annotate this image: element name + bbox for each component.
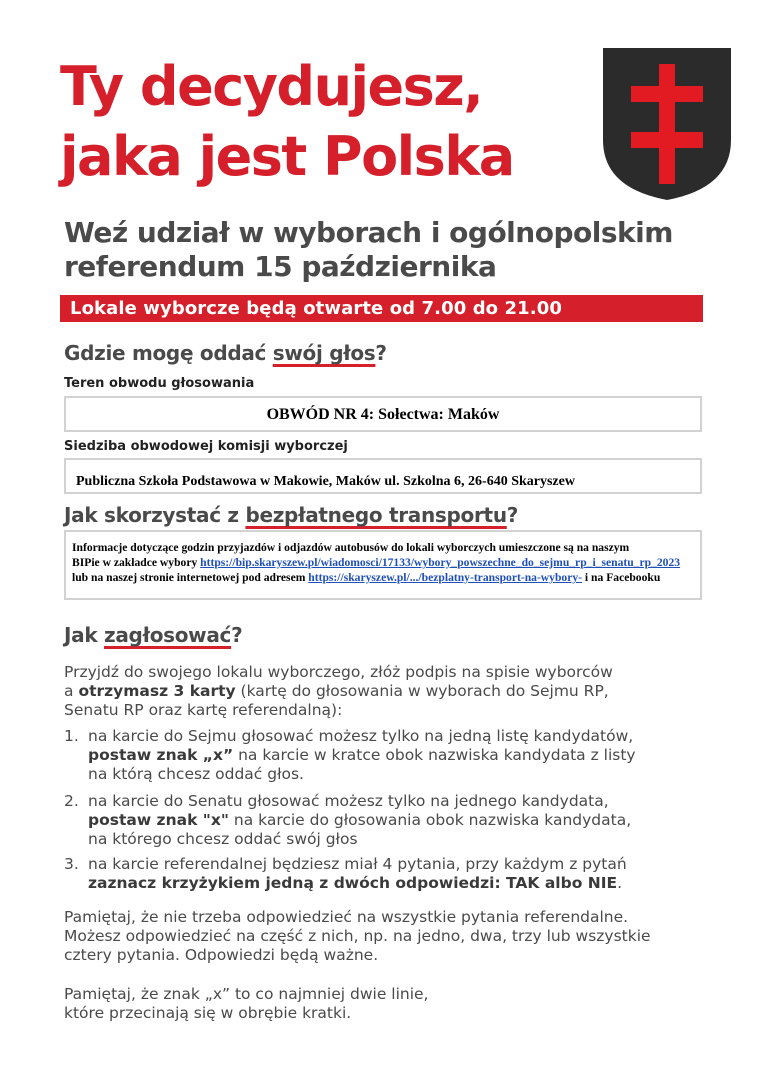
section-title-prefix: Gdzie mogę oddać	[64, 341, 273, 365]
referendum-note-line2: Możesz odpowiedzieć na część z nich, np. na jedno, dwa, trzy lub wszystkie	[64, 927, 651, 945]
list-item-line1: na karcie referendalnej będziesz miał 4 pytania, przy każdym z pytań	[88, 855, 627, 873]
commission-box	[64, 458, 702, 494]
x-mark-note-line2: które przecinają się w obrębie kratki.	[64, 1004, 352, 1022]
transport-line3	[72, 570, 700, 585]
opening-hours-banner: Lokale wyborcze będą otwarte od 7.00 do 21.00	[60, 295, 703, 322]
list-item	[64, 727, 704, 787]
section-free-transport	[64, 502, 518, 528]
section-how-to-vote	[64, 622, 242, 648]
bip-link[interactable]: https://bip.skaryszew.pl/wiadomosci/17133/wybory_powszechne_do_sejmu_rp_i_senatu_rp_2023	[200, 556, 681, 569]
district-value: OBWÓD NR 4: Sołectwa: Maków	[266, 406, 500, 423]
section-where-to-vote	[64, 340, 387, 366]
transport-line2	[72, 555, 700, 570]
referendum-note	[64, 908, 724, 965]
transport-info-box	[64, 530, 702, 600]
section-title-prefix: Jak skorzystać z	[64, 503, 246, 527]
double-cross-shield-icon	[603, 48, 731, 200]
list-item-line2-suffix: .	[617, 874, 623, 892]
list-item-line2-suffix: na karcie w kratce obok nazwiska kandydata z listy	[233, 746, 636, 764]
list-item-line1: na karcie do Sejmu głosować możesz tylko na jedną listę kandydatów,	[88, 727, 634, 745]
list-item-line2-suffix: na karcie do głosowania obok nazwiska kandydata,	[228, 811, 632, 829]
subheading-line1: Weź udział w wyborach i ogólnopolskim	[64, 216, 673, 249]
list-item-line3: na którą chcesz oddać głos.	[88, 765, 304, 783]
transport-line1: Informacje dotyczące godzin przyjazdów i odjazdów autobusów do lokali wyborczych umieszczone są na naszym	[72, 541, 630, 554]
list-item	[64, 792, 704, 852]
list-item-number: 2.	[64, 792, 79, 810]
list-item-bold: zaznacz krzyżykiem jedną z dwóch odpowiedzi: TAK albo NIE	[88, 874, 618, 892]
website-link[interactable]: https://skaryszew.pl/.../bezplatny-transport-na-wybory-	[308, 571, 583, 584]
referendum-note-line3: cztery pytania. Odpowiedzi będą ważne.	[64, 946, 379, 964]
intro-line1: Przyjdź do swojego lokalu wyborczego, złóż podpis na spisie wyborców	[64, 663, 613, 681]
subheading-line2: referendum 15 października	[64, 250, 497, 283]
x-mark-note-line1: Pamiętaj, że znak „x” to co najmniej dwie linie,	[64, 985, 429, 1003]
list-item-line2	[88, 874, 708, 893]
headline-line1: Ty decydujesz,	[60, 55, 483, 118]
list-item-bold: postaw znak "x"	[88, 811, 229, 829]
intro-line2	[64, 682, 724, 701]
section-title-prefix: Jak	[64, 623, 105, 647]
list-item-line3: na którego chcesz oddać swój głos	[88, 830, 358, 848]
headline	[60, 52, 580, 192]
section-title-underlined: zagłosować	[104, 623, 232, 647]
headline-line2: jaka jest Polska	[60, 125, 514, 188]
transport-line3-suffix: i na Facebooku	[582, 571, 661, 584]
district-box	[64, 396, 702, 432]
x-mark-note	[64, 985, 724, 1023]
section-title-suffix: ?	[231, 623, 243, 647]
section-title-suffix: ?	[506, 503, 519, 527]
section-title-suffix: ?	[375, 341, 387, 365]
list-item-line1: na karcie do Senatu głosować możesz tylko na jednego kandydata,	[88, 792, 609, 810]
list-item	[64, 855, 704, 897]
list-item-line2	[88, 746, 708, 765]
commission-value: Publiczna Szkoła Podstawowa w Makowie, Maków ul. Szkolna 6, 26-640 Skaryszew	[76, 474, 575, 489]
subheading	[64, 216, 724, 284]
list-item-bold: postaw znak „x”	[88, 746, 234, 764]
intro-line2-prefix: a	[64, 682, 79, 700]
intro-line2-suffix: (kartę do głosowania w wyborach do Sejmu RP,	[235, 682, 609, 700]
list-item-number: 1.	[64, 727, 79, 745]
intro-line3: Senatu RP oraz kartę referendalną):	[64, 701, 343, 719]
list-item-number: 3.	[64, 855, 79, 873]
transport-line3-prefix: lub na naszej stronie internetowej pod adresem	[72, 571, 309, 584]
section-title-underlined: swój głos	[272, 341, 376, 365]
list-item-line2	[88, 811, 708, 830]
district-label: Teren obwodu głosowania	[64, 376, 255, 391]
referendum-note-line1: Pamiętaj, że nie trzeba odpowiedzieć na wszystkie pytania referendalne.	[64, 908, 629, 926]
section-title-underlined: bezpłatnego transportu	[245, 503, 507, 527]
intro-paragraph	[64, 663, 724, 720]
transport-line2-prefix: BIPie w zakładce wybory	[72, 556, 201, 569]
intro-line2-bold: otrzymasz 3 karty	[78, 682, 236, 700]
commission-label: Siedziba obwodowej komisji wyborczej	[64, 439, 348, 454]
